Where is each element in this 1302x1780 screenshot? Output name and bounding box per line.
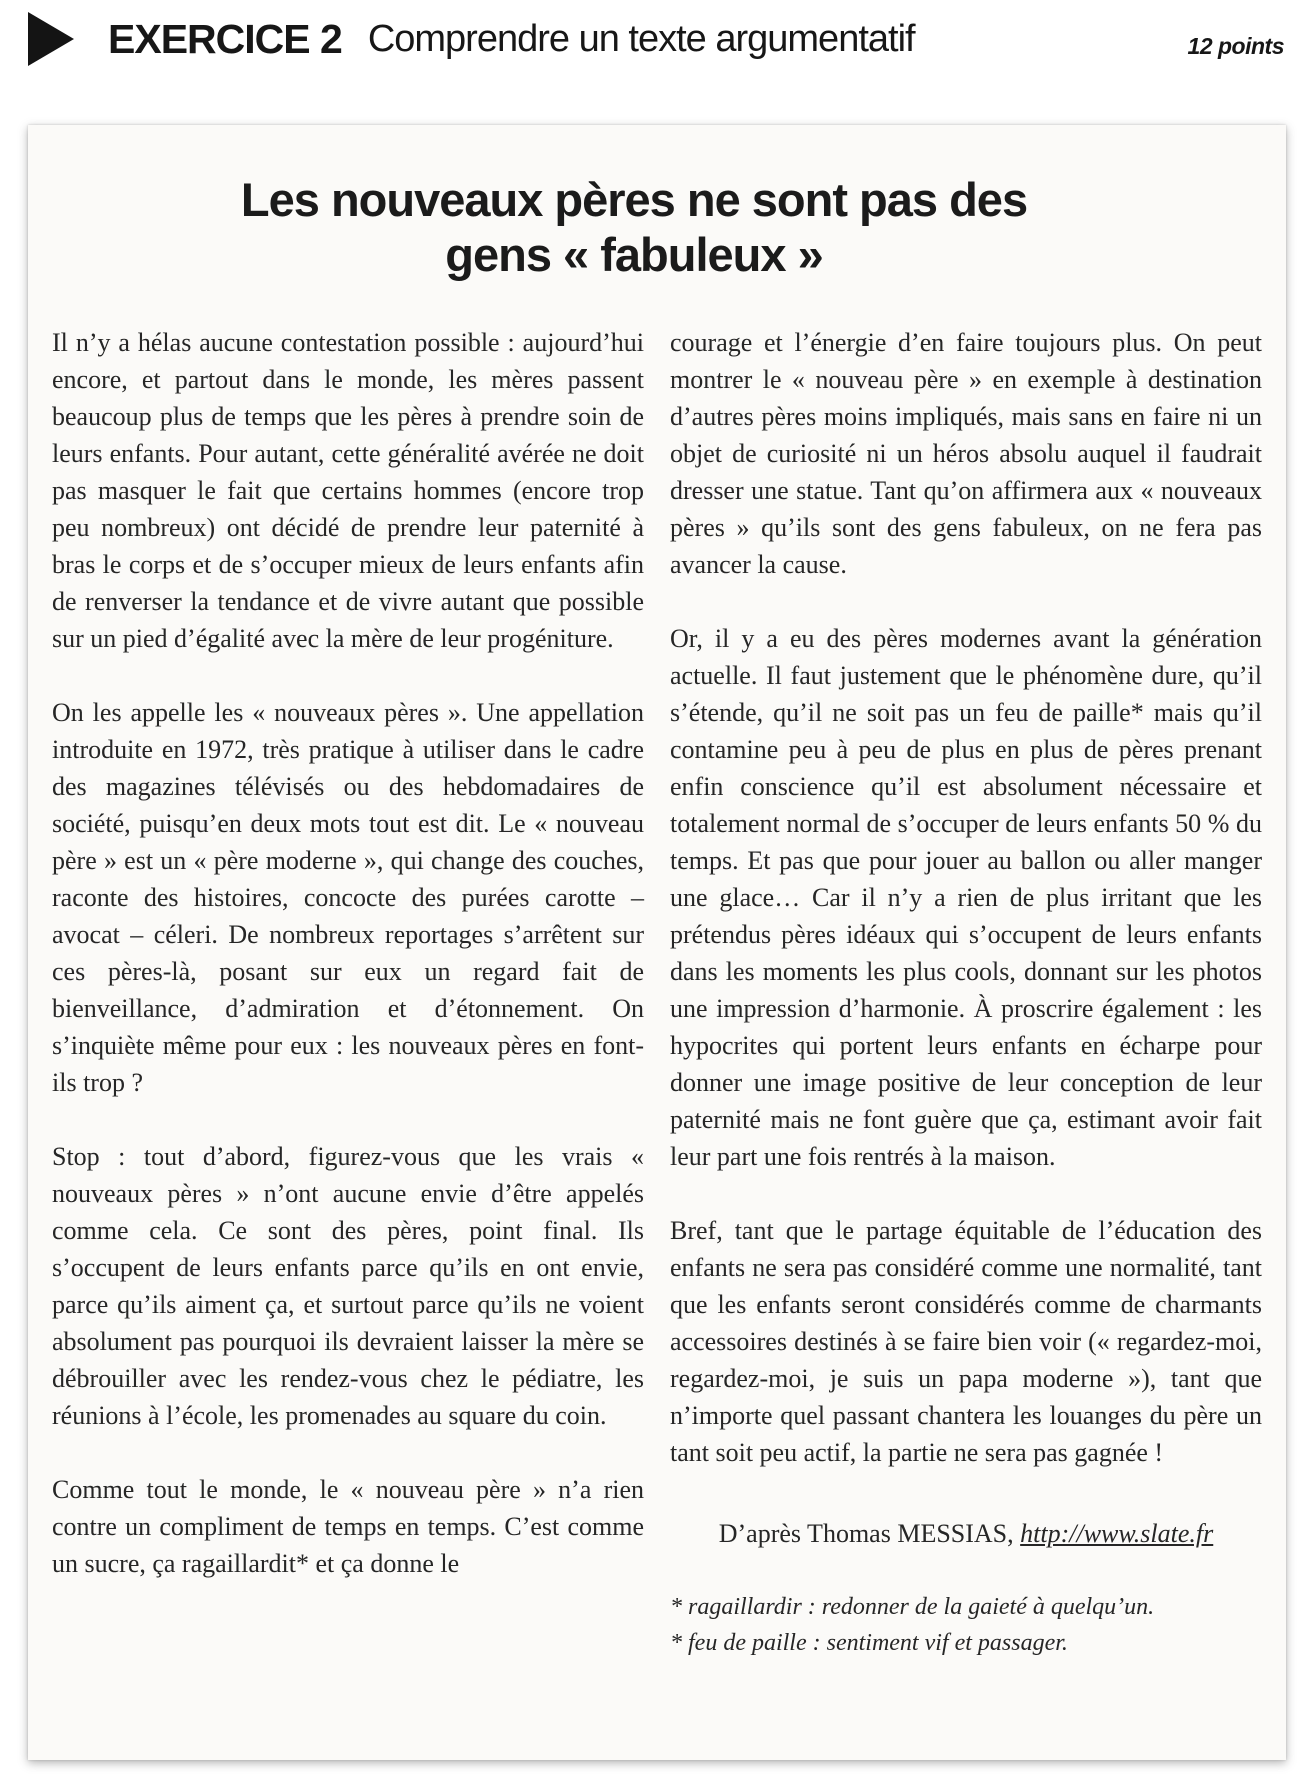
paragraph-4: Comme tout le monde, le « nouveau père » n’a rien contre un compliment de temps en temps. C’est comme un sucre, ça ragaillardit* et ça donne le — [52, 1475, 644, 1579]
exercise-header — [0, 0, 1302, 68]
article-title-line2: gens « fabuleux » — [445, 227, 823, 281]
footnotes — [670, 1589, 1262, 1661]
exercise-label: EXERCICE 2 — [108, 15, 342, 62]
exercise-title: Comprendre un texte argumentatif — [367, 17, 915, 60]
article-body — [52, 324, 1262, 1661]
text-column-left — [52, 324, 644, 1661]
source-link[interactable]: http://www.slate.fr — [1020, 1519, 1214, 1549]
points-badge: 12 points — [1187, 32, 1284, 59]
paragraph-2: On les appelle les « nouveaux pères ». Une appellation introduite en 1972, très pratique à utiliser dans le cadre des magazines télévisés ou des hebdomadaires de société, puisqu’en deux mots tout est dit. Le « nouveau père » est un « père moderne », qui change des couches, raconte des histoires, concocte des purées carotte – avocat – céleri. De nombreux reportages s’arrêtent sur ces pères-là, posant sur eux un regard fait de bienveillance, d’admiration et d’étonnement. On s’inquiète même pour eux : les nouveaux pères en font-ils trop ? — [52, 698, 644, 1098]
article-title-line1: Les nouveaux pères ne sont pas des — [240, 173, 1028, 226]
attribution-text: D’après Thomas MESSIAS, — [718, 1519, 1021, 1549]
text-column-right — [670, 324, 1262, 1661]
footnote-ragaillardir: * ragaillardir : redonner de la gaieté à quelqu’un. — [670, 1594, 1155, 1621]
paragraph-3: Stop : tout d’abord, figurez-vous que les vrais « nouveaux pères » n’ont aucune envie d’être appelés comme cela. Ce sont des pères, point final. Ils s’occupent de leurs enfants parce qu’ils en ont envie, parce qu’ils aiment ça, et surtout parce qu’ils ne voient absolument pas pourquoi ils devraient laisser la mère se débrouiller avec les rendez-vous chez le pédiatre, les réunions à l’école, les promenades au square du coin. — [52, 1142, 644, 1431]
footnote-feu-de-paille: * feu de paille : sentiment vif et passager. — [670, 1630, 1068, 1657]
paragraph-6: Or, il y a eu des pères modernes avant la génération actuelle. Il faut justement que le phénomène dure, qu’il s’étende, qu’il ne soit pas un feu de paille* mais qu’il contamine peu à peu de plus en plus de pères prenant enfin conscience qu’il est absolument nécessaire et totalement normal de s’occuper de leurs enfants 50 % du temps. Et pas que pour jouer au ballon ou aller manger une glace… Car il n’y a rien de plus irritant que les prétendus pères idéaux qui s’occupent de leurs enfants dans les moments les plus cools, donnant sur les photos une impression d’harmonie. À proscrire également : les hypocrites qui portent leurs enfants en écharpe pour donner une image positive de leur conception de leur paternité mais ne font guère que ça, estimant avoir fait leur part une fois rentrés à la maison. — [670, 624, 1262, 1172]
triangle-bullet-icon — [28, 12, 74, 66]
paragraph-1: Il n’y a hélas aucune contestation possible : aujourd’hui encore, et partout dans le monde, les mères passent beaucoup plus de temps que les pères à prendre soin de leurs enfants. Pour autant, cette généralité avérée ne doit pas masquer le fait que certains hommes (encore trop peu nombreux) ont décidé de prendre leur paternité à bras le corps et de s’occuper mieux de leurs enfants afin de renverser la tendance et de vivre autant que possible sur un pied d’égalité avec la mère de leur progéniture. — [52, 328, 644, 654]
article-title — [114, 173, 1154, 282]
article-card — [28, 125, 1286, 1760]
attribution — [670, 1515, 1262, 1552]
paragraph-5: courage et l’énergie d’en faire toujours plus. On peut montrer le « nouveau père » en exemple à destination d’autres pères moins impliqués, mais sans en faire ni un objet de curiosité ni un héros absolu auquel il faudrait dresser une statue. Tant qu’on affirmera aux « nouveaux pères » qu’ils sont des gens fabuleux, on ne fera pas avancer la cause. — [670, 328, 1262, 580]
paragraph-7: Bref, tant que le partage équitable de l’éducation des enfants ne sera pas considéré comme une normalité, tant que les enfants seront considérés comme de charmants accessoires destinés à se faire bien voir (« regardez-moi, regardez-moi, je suis un papa moderne »), tant que n’importe quel passant chantera les louanges du père un tant soit peu actif, la partie ne sera pas gagnée ! — [670, 1216, 1262, 1468]
